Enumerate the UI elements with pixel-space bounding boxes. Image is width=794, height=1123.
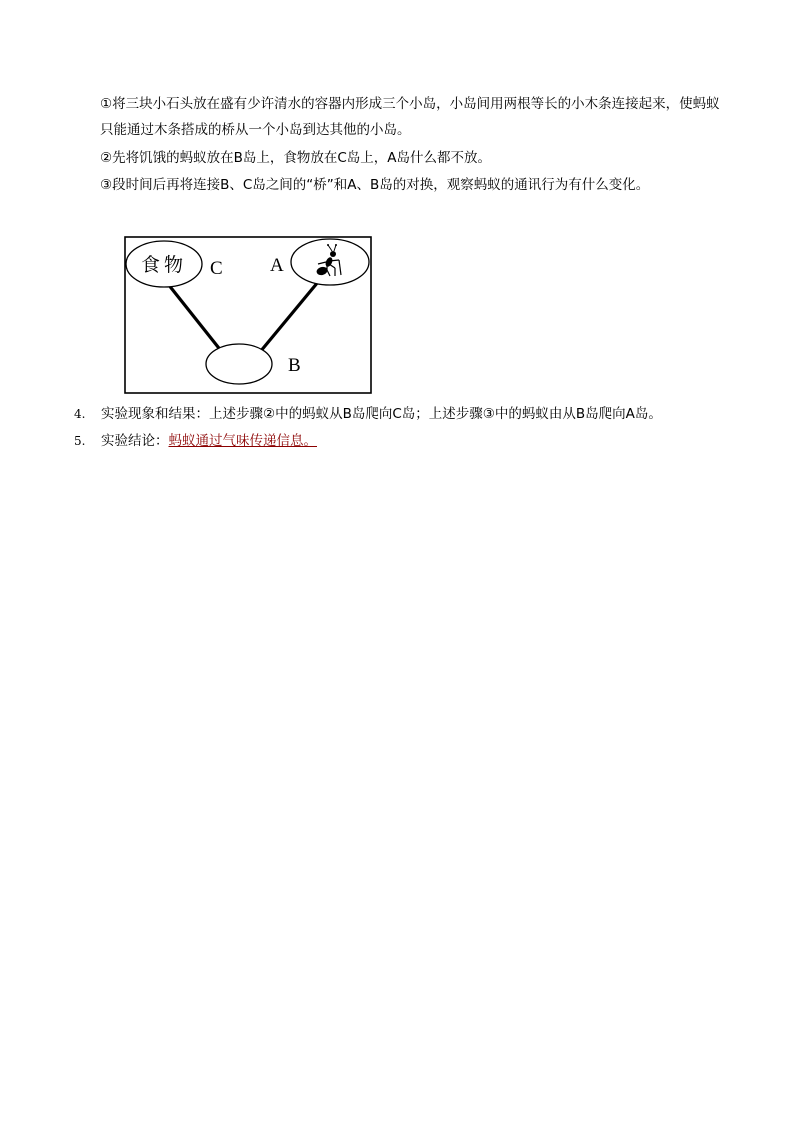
result-item — [74, 404, 662, 424]
bridge-b-c — [168, 284, 222, 352]
island-b — [206, 344, 272, 384]
island-c-label: C — [210, 258, 223, 279]
item-label: 实验结论： — [101, 433, 169, 449]
item-label: 实验现象和结果： — [101, 406, 209, 422]
step-2-text: ②先将饥饿的蚂蚁放在B岛上，食物放在C岛上，A岛什么都不放。 — [100, 150, 492, 166]
result-text: 上述步骤②中的蚂蚁从B岛爬向C岛；上述步骤③中的蚂蚁由从B岛爬向A岛。 — [209, 406, 662, 422]
food-label: 食物 — [140, 254, 188, 276]
bridge-b-a — [260, 282, 318, 352]
step-3-text: ③段时间后再将连接B、C岛之间的“桥”和A、B岛的对换，观察蚂蚁的通讯行为有什么变化。 — [100, 177, 650, 193]
island-a-label: A — [270, 255, 284, 276]
experiment-diagram — [122, 234, 376, 398]
step-1-text: ①将三块小石头放在盛有少许清水的容器内形成三个小岛，小岛间用两根等长的小木条连接起来，使蚂蚁只能通过木条搭成的桥从一个小岛到达其他的小岛。 — [100, 96, 720, 138]
item-number: 4. — [74, 407, 86, 421]
conclusion-item — [74, 431, 317, 451]
island-b-label: B — [288, 355, 301, 376]
item-number: 5. — [74, 434, 86, 448]
conclusion-answer: 蚂蚁通过气味传递信息。 — [168, 433, 317, 449]
